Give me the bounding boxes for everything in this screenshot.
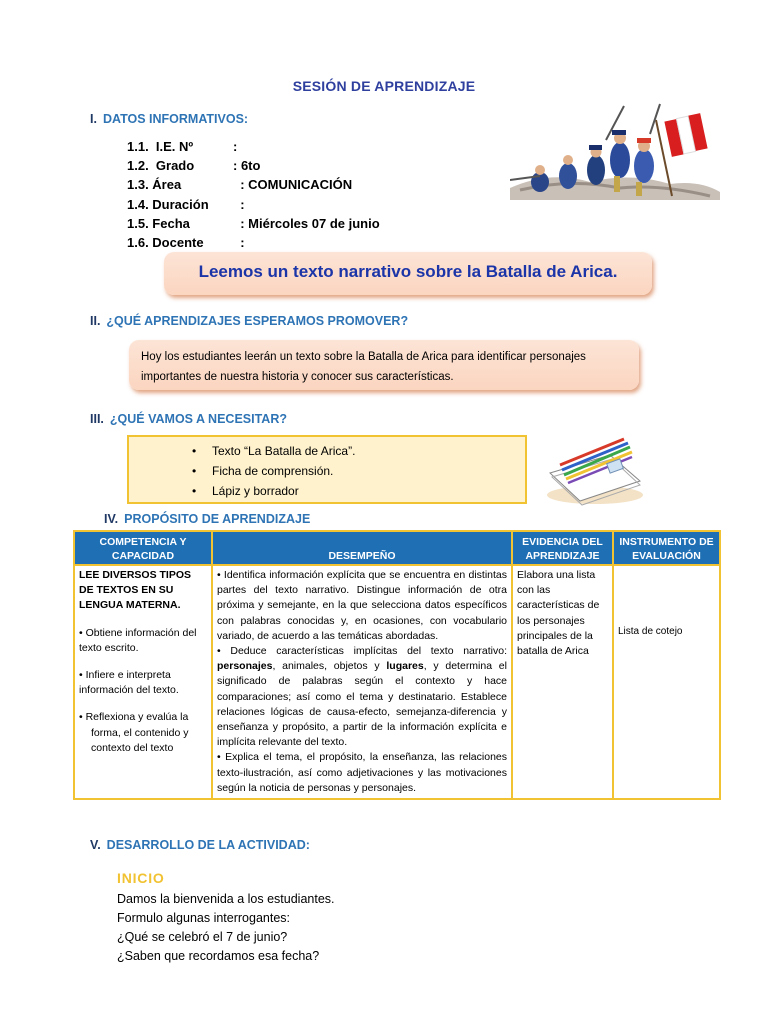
section-1-number: I. [90, 112, 97, 126]
inicio-line: ¿Qué se celebró el 7 de junio? [117, 930, 288, 944]
info-key: 1.6. Docente [127, 235, 204, 251]
section-4-label: PROPÓSITO DE APRENDIZAJE [124, 512, 311, 526]
info-list [127, 137, 380, 252]
battle-illustration-icon [510, 100, 720, 220]
inicio-line: ¿Saben que recordamos esa fecha? [117, 949, 320, 963]
header-competencia: COMPETENCIA Y CAPACIDAD [74, 531, 212, 565]
school-supplies-icon [540, 425, 645, 507]
table-header-row [74, 531, 720, 565]
desempeno-text: • Deduce características implícitas del texto narrativo: [217, 645, 507, 658]
competencia-cell [74, 565, 212, 799]
desempeno-cell [212, 565, 512, 799]
section-2-number: II. [90, 314, 101, 328]
table-row [74, 565, 720, 799]
info-value: : [233, 196, 245, 212]
header-desempeno: DESEMPEÑO [212, 531, 512, 565]
section-2-heading [90, 314, 408, 328]
section-4-number: IV. [104, 512, 119, 526]
material-label: Texto “La Batalla de Arica”. [212, 444, 356, 458]
list-item [192, 461, 355, 481]
info-row [127, 156, 380, 175]
section-5-heading [90, 838, 310, 852]
desempeno-text: , y determina el significado de palabras según el contexto y hace comparaciones; así como el tema y destinatario. Establece relaciones lógicas de causa-efecto, semejanza-diferencia y enseñanza y propósito, a partir de la información explícita e implícita relevante del texto. [217, 660, 507, 749]
capacidad-item: • Obtiene información del texto escrito. [79, 626, 197, 654]
list-item [192, 481, 355, 501]
capacidad-item: • Reflexiona y evalúa la forma, el contenido y contexto del texto [79, 711, 189, 754]
info-row [127, 137, 380, 156]
promote-text: Hoy los estudiantes leerán un texto sobre la Batalla de Arica para identificar personajes importantes de nuestra historia y conocer sus características. [141, 351, 586, 383]
materials-list [128, 441, 355, 501]
section-4-heading [104, 512, 310, 526]
info-key: 1.1. I.E. Nº [127, 139, 194, 154]
purpose-table [73, 530, 721, 800]
info-key: 1.4. Duración [127, 196, 209, 212]
page-title: SESIÓN DE APRENDIZAJE [292, 78, 476, 94]
bullet-icon: • [192, 464, 197, 478]
info-value: : 6to [233, 158, 261, 174]
section-1-heading [90, 112, 248, 126]
competencia-title: LEE DIVERSOS TIPOS DE TEXTOS EN SU LENGUA MATERNA. [79, 569, 192, 612]
info-key: 1.3. Área [127, 177, 182, 193]
info-row [127, 214, 380, 233]
info-key: 1.5. Fecha [127, 215, 190, 231]
desempeno-bold: personajes [217, 660, 273, 673]
bullet-icon: • [192, 484, 197, 498]
section-2-label: ¿QUÉ APRENDIZAJES ESPERAMOS PROMOVER? [106, 314, 409, 328]
header-instrumento: INSTRUMENTO DE EVALUACIÓN [613, 531, 720, 565]
section-3-number: III. [90, 412, 104, 426]
instrumento-cell [613, 565, 720, 799]
session-headline: Leemos un texto narrativo sobre la Batalla de Arica. [198, 262, 618, 281]
info-row [127, 195, 380, 214]
section-5-number: V. [90, 838, 101, 852]
desempeno-text: , animales, objetos y [272, 660, 387, 673]
bullet-icon: • [192, 444, 197, 458]
header-evidencia: EVIDENCIA DEL APRENDIZAJE [512, 531, 613, 565]
inicio-line: Formulo algunas interrogantes: [117, 911, 291, 925]
section-5-label: DESARROLLO DE LA ACTIVIDAD: [106, 838, 310, 852]
info-row [127, 233, 380, 252]
info-value: : [233, 235, 245, 251]
inicio-lines [117, 890, 335, 966]
list-item [192, 441, 356, 461]
desempeno-bold: lugares [386, 660, 424, 673]
inicio-label: INICIO [117, 870, 165, 886]
info-key: 1.2. Grado [127, 158, 195, 174]
section-1-label: DATOS INFORMATIVOS: [102, 112, 249, 126]
inicio-line: Damos la bienvenida a los estudiantes. [117, 892, 335, 906]
desempeno-item: • Explica el tema, el propósito, la enseñanza, las relaciones texto-ilustración, así como adjetivaciones y las motivaciones según la noticia de personas y personajes. [217, 751, 507, 794]
material-label: Ficha de comprensión. [212, 464, 334, 478]
instrumento-text: Lista de cotejo [618, 626, 683, 637]
info-value: : [233, 139, 238, 154]
section-3-heading [90, 412, 287, 426]
info-value: : Miércoles 07 de junio [233, 215, 380, 231]
capacidad-item: • Infiere e interpreta información del texto. [79, 669, 179, 697]
info-row [127, 175, 380, 194]
desempeno-item [217, 644, 507, 750]
section-3-label: ¿QUÉ VAMOS A NECESITAR? [109, 412, 287, 426]
evidencia-cell: Elabora una lista con las características de los personajes principales de la batalla de Arica [512, 565, 613, 799]
desempeno-item: • Identifica información explícita que se encuentra en distintas partes del texto narrativo. Distingue información de otra próxima y semejante, en la que selecciona datos específicos con palabras conocidas y, en ocasiones, con vocabulario variado, de acuerdo a las temáticas abordadas. [217, 569, 507, 642]
info-value: : COMUNICACIÓN [233, 177, 353, 193]
material-label: Lápiz y borrador [212, 484, 299, 498]
